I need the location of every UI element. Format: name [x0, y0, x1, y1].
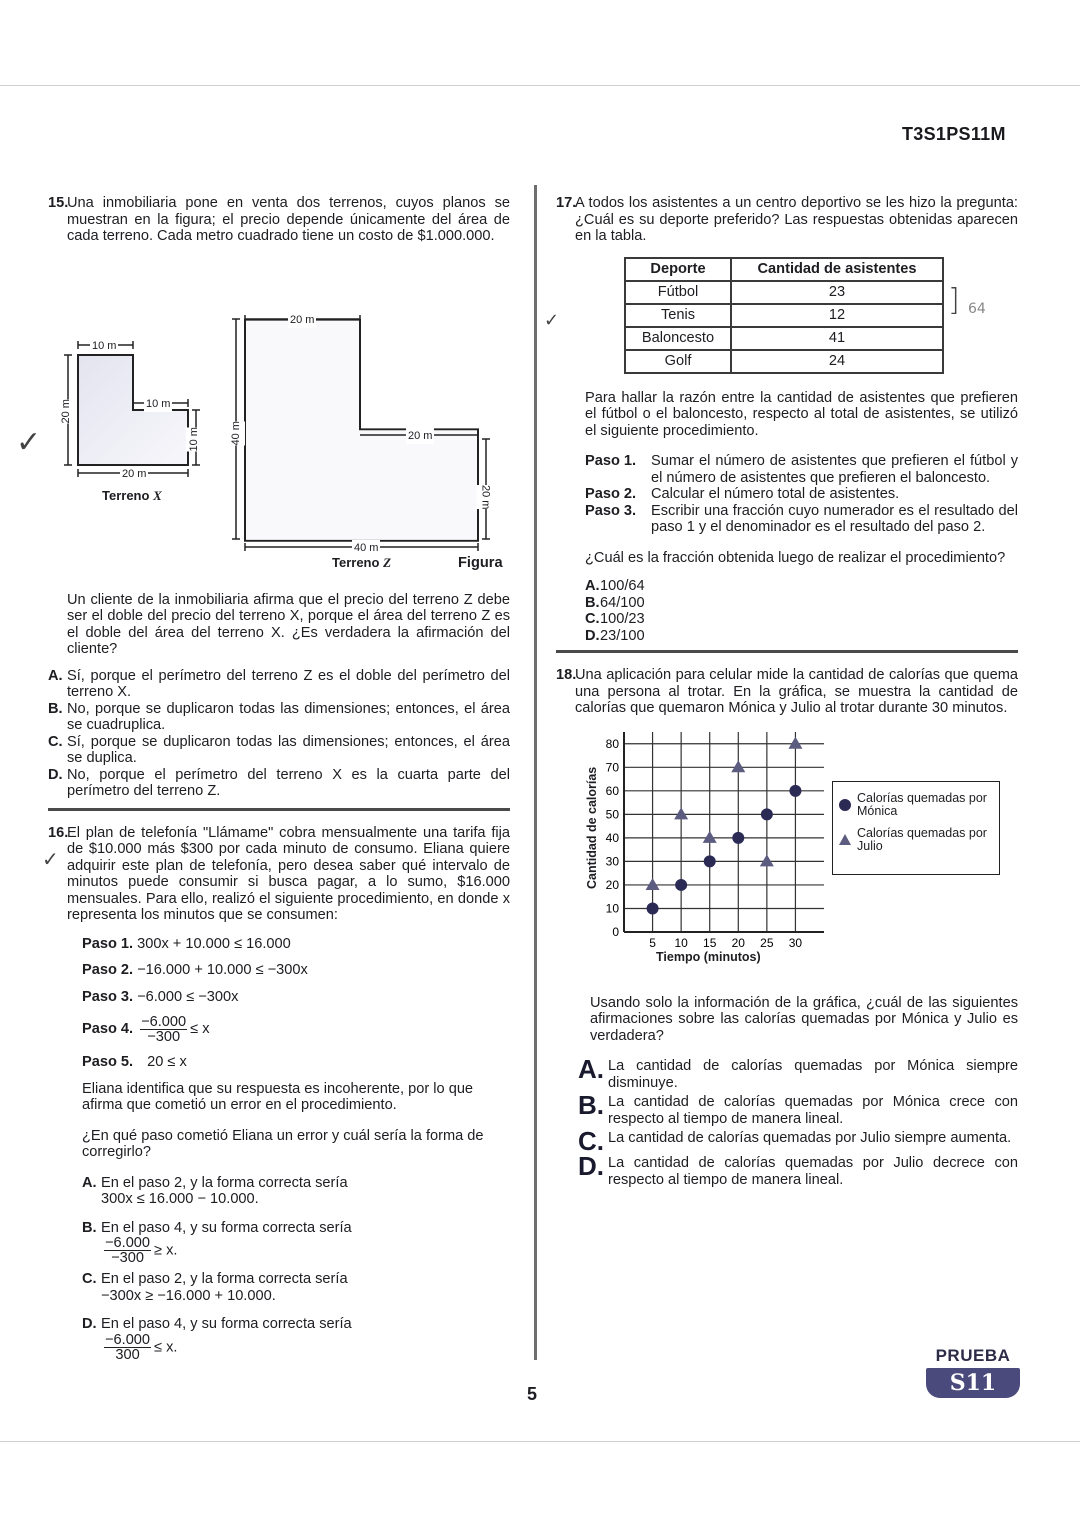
svg-text:10: 10 [605, 900, 619, 915]
question-stem: Una aplicación para celular mide la cantidad de calorías que quema una persona al trotar. En la gráfica, se muestra la cantidad de calorías que quemaron Mónica y Julio al trotar durante 30 minutos. [575, 667, 1018, 716]
svg-text:60: 60 [605, 783, 619, 798]
option-d[interactable]: D. En el paso 4, y su forma correcta sería $\frac{-6.000}{300}$ ≤ x. [82, 1316, 352, 1363]
step-2: Paso 2. Calcular el número total de asistentes. [585, 486, 900, 502]
svg-text:80: 80 [605, 736, 619, 751]
svg-text:5: 5 [649, 935, 656, 950]
question-text: Un cliente de la inmobiliaria afirma que el precio del terreno Z debe ser el doble del precio del terreno X, porque el área del terreno Z es el doble del área del terreno X. ¿Es verdadera la afirmación del cliente? [67, 591, 510, 657]
exam-code: T3S1PS11M [902, 124, 1006, 144]
svg-text:20: 20 [605, 877, 619, 892]
handwritten-checkmark: ✓ [544, 310, 560, 331]
option-d[interactable]: D. La cantidad de calorías quemadas por Julio decrece con respecto al tiempo de manera lineal. [578, 1151, 1018, 1188]
terrain-figure [16, 245, 510, 571]
x-left-dimension: 20 m [58, 399, 75, 423]
left-column [16, 195, 510, 1363]
calories-chart [556, 727, 1018, 989]
bottom-page-edge [0, 1441, 1080, 1442]
step-1: Paso 1. Sumar el número de asistentes que prefieren el fútbol y el número de asistentes que prefieren el baloncesto. [585, 453, 1018, 486]
table-row: Golf 24 [625, 350, 943, 373]
options-list [556, 1054, 1018, 1188]
option-b[interactable]: B. En el paso 4, y su forma correcta sería $\frac{-6.000}{-300}$ ≥ x. [82, 1219, 352, 1266]
option-c[interactable]: C. Sí, porque se duplicaron todas las dimensiones; entonces, el área se duplica. [48, 733, 510, 766]
option-b[interactable]: B. 64/100 [585, 594, 645, 611]
chart-legend [832, 781, 1000, 875]
z-right-dimension: 20 m [477, 485, 494, 509]
x-top-dimension: 10 m [90, 338, 118, 355]
table-row: Tenis 12 [625, 304, 943, 327]
handwritten-checkmark: ✓ [42, 846, 59, 871]
question-number: 18. [556, 667, 577, 683]
z-bottom-dimension: 40 m [352, 540, 380, 557]
option-a[interactable]: A. En el paso 2, y la forma correcta sería 300x ≤ 16.000 − 10.000. [82, 1174, 348, 1207]
question-18 [556, 667, 1018, 1188]
sports-table [624, 257, 944, 374]
step-1: Paso 1. 300x + 10.000 ≤ 16.000 [82, 935, 291, 952]
z-inner-dimension: 20 m [406, 428, 434, 445]
options-list [48, 668, 510, 800]
procedure-steps [556, 453, 1018, 536]
option-b[interactable]: B. La cantidad de calorías quemadas por Mónica crece con respecto al tiempo de manera lineal. [578, 1090, 1018, 1127]
figure-caption: Figura [458, 554, 503, 571]
table-header: Deporte [625, 258, 731, 281]
triangle-marker-icon [839, 834, 851, 845]
step-2: Paso 2. −16.000 + 10.000 ≤ −300x [82, 962, 308, 978]
svg-text:50: 50 [605, 806, 619, 821]
legend-item-monica: Calorías quemadas por Mónica [839, 792, 993, 818]
table-row: Baloncesto 41 [625, 327, 943, 350]
top-page-edge [0, 85, 1080, 86]
handwritten-bracket: ] [948, 283, 960, 318]
step-3: Paso 3. −6.000 ≤ −300x [82, 988, 239, 1005]
option-a[interactable]: A. Sí, porque el perímetro del terreno Z es el doble del perímetro del terreno X. [48, 667, 510, 700]
question-stem: A todos los asistentes a un centro deportivo se les hizo la pregunta: ¿Cuál es su deporte preferido? Las respuestas obtenidas aparecen en la tabla. [575, 195, 1018, 244]
options-list [48, 1175, 510, 1362]
question-15 [16, 195, 510, 800]
procedure-intro: Para hallar la razón entre la cantidad de asistentes que prefieren el fútbol o el baloncesto, respecto al total de asistentes, se utilizó el siguiente procedimiento. [585, 389, 1018, 439]
z-top-dimension: 20 m [288, 312, 316, 329]
column-divider [534, 185, 537, 1360]
option-c[interactable]: C. 100/23 [585, 611, 645, 627]
z-left-dimension: 40 m [228, 421, 245, 445]
question-17 [544, 195, 1018, 644]
step-5: Paso 5. 20 ≤ x [82, 1054, 187, 1070]
question-text: Usando solo la información de la gráfica, ¿cuál de las siguientes afirmaciones sobre las calorías quemadas por Mónica y Julio es verdadera? [590, 994, 1018, 1044]
page-number: 5 [527, 1384, 538, 1404]
terreno-x-label: Terreno X [102, 487, 162, 503]
question-text: ¿En qué paso cometió Eliana un error y cuál sería la forma de corregirlo? [82, 1127, 484, 1160]
svg-text:30: 30 [605, 853, 619, 868]
svg-text:40: 40 [605, 830, 619, 845]
step-4: Paso 4. $\frac{-6.000}{-300}$ ≤ x [82, 1014, 210, 1045]
table-header: Cantidad de asistentes [731, 258, 943, 281]
handwritten-checkmark: ✓ [16, 424, 42, 460]
option-a[interactable]: A. 100/64 [585, 578, 645, 594]
step-3: Paso 3. Escribir una fracción cuyo numerador es el resultado del paso 1 y el denominador es el resultado del paso 2. [585, 502, 1018, 535]
note-text: Eliana identifica que su respuesta es incoherente, por lo que afirma que cometió un error en el procedimiento. [82, 1080, 474, 1113]
x-inner-dimension: 10 m [144, 396, 172, 413]
question-stem: El plan de telefonía "Llámame" cobra mensualmente una tarifa fija de $10.000 más $300 por cada minuto de consumo. Eliana quiere adquirir este plan de telefonía, pero desea saber qué intervalo de minutos puede consumir si busca pagar, a lo sumo, $16.000 mensuales. Para ello, realizó el siguiente procedimiento, en donde x representa los minutos que se consumen: [67, 824, 510, 923]
options-list [556, 578, 1018, 644]
option-b[interactable]: B. No, porque se duplicaron todas las dimensiones; entonces, el área se cuadruplica. [48, 700, 510, 733]
question-text: ¿Cuál es la fracción obtenida luego de realizar el procedimiento? [585, 549, 1006, 566]
test-badge [918, 1346, 1028, 1398]
y-axis-label: Cantidad de calorías [585, 766, 599, 889]
terrain-plans-diagram [48, 245, 510, 555]
question-stem: Una inmobiliaria pone en venta dos terrenos, cuyos planos se muestran en la figura; el precio depende únicamente del área de cada terreno. Cada metro cuadrado tiene un costo de $1.000.000. [67, 195, 510, 244]
svg-text:0: 0 [612, 924, 619, 939]
question-divider [556, 650, 1018, 653]
x-bottom-dimension: 20 m [120, 466, 148, 483]
question-divider [48, 808, 510, 811]
question-16 [42, 824, 510, 1363]
terreno-z-label: Terreno Z [332, 554, 392, 570]
svg-text:25: 25 [760, 935, 774, 950]
question-number: 15. [48, 195, 69, 211]
circle-marker-icon [839, 799, 851, 811]
procedure-steps [48, 936, 510, 1071]
badge-code: S11 [926, 1368, 1020, 1398]
option-c[interactable]: C. La cantidad de calorías quemadas por Julio siempre aumenta. [578, 1126, 1012, 1156]
badge-title: PRUEBA [935, 1346, 1011, 1365]
table-row: Fútbol 23 [625, 281, 943, 304]
svg-text:30: 30 [788, 935, 803, 950]
option-d[interactable]: D. No, porque el perímetro del terreno X es la cuarta parte del perímetro del terreno Z. [48, 766, 510, 799]
svg-text:10: 10 [674, 935, 688, 950]
legend-item-julio: Calorías quemadas por Julio [839, 827, 993, 853]
question-number: 17. [556, 195, 577, 211]
option-d[interactable]: D. 23/100 [585, 627, 645, 644]
x-right-dimension: 10 m [186, 427, 203, 451]
x-axis-label: Tiempo (minutos) [656, 949, 761, 964]
handwritten-note: 64 [968, 301, 986, 317]
svg-text:70: 70 [605, 759, 619, 774]
svg-text:15: 15 [703, 935, 717, 950]
question-number: 16. [48, 824, 69, 841]
option-a[interactable]: A. La cantidad de calorías quemadas por Mónica siempre disminuye. [578, 1054, 1018, 1091]
right-column [544, 195, 1018, 1188]
svg-text:20: 20 [731, 935, 745, 950]
option-c[interactable]: C. En el paso 2, y la forma correcta sería −300x ≥ −16.000 + 10.000. [82, 1271, 348, 1304]
